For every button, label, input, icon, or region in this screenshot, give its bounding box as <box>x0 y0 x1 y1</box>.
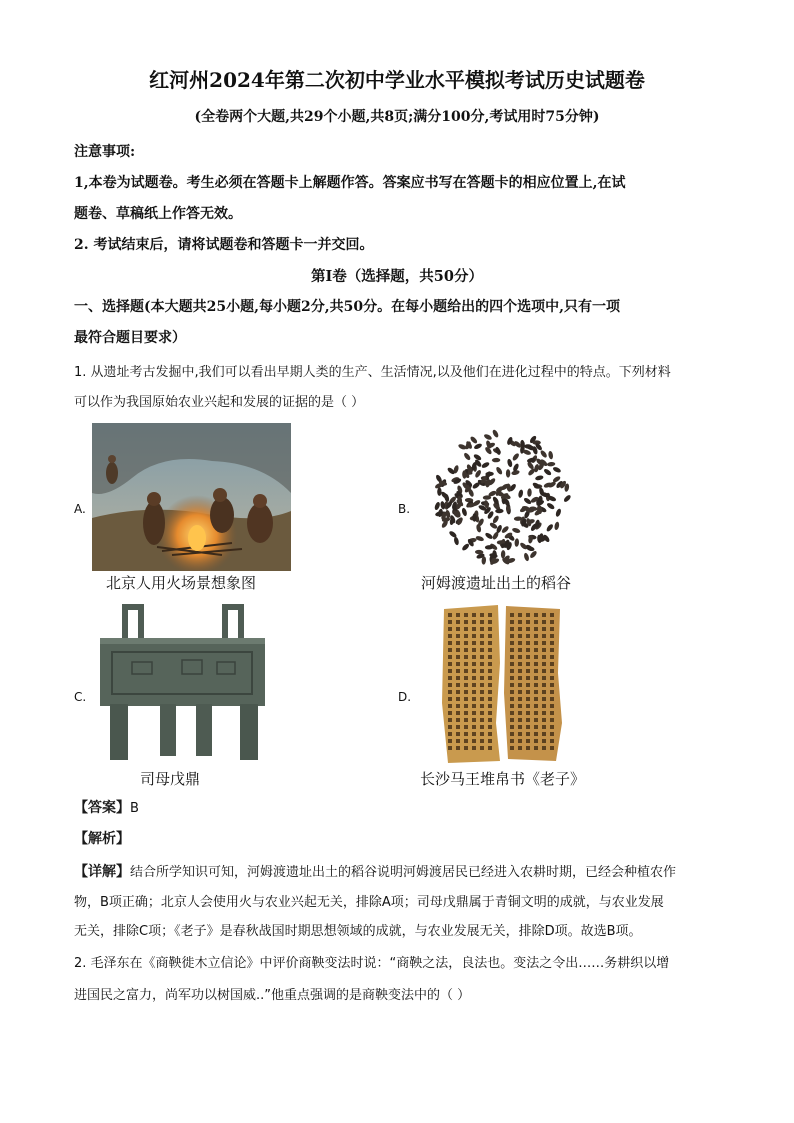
manuscript-stroke <box>464 648 468 652</box>
manuscript-stroke <box>448 627 452 631</box>
manuscript-stroke <box>456 725 460 729</box>
manuscript-stroke <box>510 648 514 652</box>
manuscript-stroke <box>488 669 492 673</box>
manuscript-stroke <box>542 711 546 715</box>
manuscript-stroke <box>542 683 546 687</box>
manuscript-stroke <box>480 725 484 729</box>
manuscript-stroke <box>472 718 476 722</box>
manuscript-stroke <box>480 634 484 638</box>
manuscript-stroke <box>526 662 530 666</box>
manuscript-stroke <box>464 641 468 645</box>
manuscript-stroke <box>534 620 538 624</box>
manuscript-stroke <box>534 613 538 617</box>
manuscript-stroke <box>550 662 554 666</box>
manuscript-stroke <box>472 634 476 638</box>
manuscript-stroke <box>526 711 530 715</box>
manuscript-stroke <box>464 620 468 624</box>
manuscript-stroke <box>518 613 522 617</box>
manuscript-stroke <box>448 739 452 743</box>
manuscript-stroke <box>472 739 476 743</box>
manuscript-stroke <box>456 739 460 743</box>
manuscript-stroke <box>542 634 546 638</box>
manuscript-stroke <box>480 746 484 750</box>
manuscript-stroke <box>534 725 538 729</box>
manuscript-stroke <box>464 725 468 729</box>
detail-text-1: 结合所学知识可知，河姆渡遗址出土的稻谷说明河姆渡居民已经进入农耕时期，已经会种植农作 <box>130 865 677 880</box>
option-b-caption: 河姆渡遗址出土的稻谷 <box>421 574 572 592</box>
manuscript-stroke <box>550 711 554 715</box>
manuscript-stroke <box>456 718 460 722</box>
manuscript-stroke <box>448 620 452 624</box>
manuscript-stroke <box>510 613 514 617</box>
manuscript-stroke <box>456 634 460 638</box>
manuscript-stroke <box>464 662 468 666</box>
manuscript-stroke <box>526 676 530 680</box>
manuscript-stroke <box>464 718 468 722</box>
manuscript-stroke <box>534 739 538 743</box>
manuscript-stroke <box>448 683 452 687</box>
manuscript-stroke <box>542 669 546 673</box>
manuscript-stroke <box>510 697 514 701</box>
manuscript-stroke <box>510 655 514 659</box>
notice-heading: 注意事项: <box>74 144 136 160</box>
manuscript-stroke <box>526 613 530 617</box>
manuscript-stroke <box>480 690 484 694</box>
manuscript-stroke <box>488 613 492 617</box>
manuscript-stroke <box>542 613 546 617</box>
manuscript-stroke <box>534 655 538 659</box>
option-d-image <box>440 603 564 765</box>
manuscript-stroke <box>480 641 484 645</box>
manuscript-stroke <box>480 620 484 624</box>
manuscript-stroke <box>518 746 522 750</box>
manuscript-stroke <box>448 613 452 617</box>
manuscript-stroke <box>542 648 546 652</box>
manuscript-stroke <box>550 697 554 701</box>
manuscript-stroke <box>542 746 546 750</box>
manuscript-stroke <box>464 732 468 736</box>
manuscript-stroke <box>456 648 460 652</box>
manuscript-stroke <box>542 739 546 743</box>
manuscript-stroke <box>472 669 476 673</box>
manuscript-stroke <box>518 697 522 701</box>
manuscript-stroke <box>464 704 468 708</box>
page-title: 红河州2024年第二次初中学业水平模拟考试历史试题卷 <box>149 68 645 92</box>
manuscript-stroke <box>448 732 452 736</box>
manuscript-stroke <box>550 704 554 708</box>
manuscript-stroke <box>448 641 452 645</box>
manuscript-stroke <box>542 676 546 680</box>
manuscript-stroke <box>488 697 492 701</box>
manuscript-stroke <box>526 683 530 687</box>
manuscript-stroke <box>472 704 476 708</box>
manuscript-stroke <box>488 676 492 680</box>
manuscript-stroke <box>534 648 538 652</box>
detail-label: 【详解】 <box>74 864 130 880</box>
option-d-caption: 长沙马王堆帛书《老子》 <box>420 770 586 788</box>
manuscript-stroke <box>518 676 522 680</box>
page-subtitle: (全卷两个大题,共29个小题,共8页;满分100分,考试用时75分钟) <box>194 109 600 125</box>
manuscript-stroke <box>456 613 460 617</box>
manuscript-stroke <box>526 704 530 708</box>
manuscript-stroke <box>518 739 522 743</box>
manuscript-stroke <box>526 697 530 701</box>
manuscript-stroke <box>534 697 538 701</box>
manuscript-stroke <box>510 676 514 680</box>
manuscript-stroke <box>456 662 460 666</box>
manuscript-stroke <box>518 725 522 729</box>
manuscript-stroke <box>534 634 538 638</box>
option-c-caption: 司母戊鼎 <box>140 770 201 788</box>
manuscript-stroke <box>526 739 530 743</box>
manuscript-stroke <box>472 746 476 750</box>
manuscript-stroke <box>518 669 522 673</box>
manuscript-stroke <box>472 662 476 666</box>
manuscript-stroke <box>488 648 492 652</box>
manuscript-stroke <box>472 627 476 631</box>
manuscript-stroke <box>448 704 452 708</box>
manuscript-stroke <box>510 732 514 736</box>
manuscript-stroke <box>464 669 468 673</box>
manuscript-stroke <box>488 746 492 750</box>
manuscript-stroke <box>510 669 514 673</box>
manuscript-stroke <box>464 683 468 687</box>
answer-label: 【答案】 <box>74 800 130 816</box>
manuscript-stroke <box>518 662 522 666</box>
option-c-image <box>92 600 272 765</box>
manuscript-stroke <box>456 732 460 736</box>
manuscript-stroke <box>534 676 538 680</box>
manuscript-stroke <box>480 732 484 736</box>
manuscript-stroke <box>550 746 554 750</box>
manuscript-stroke <box>480 739 484 743</box>
manuscript-stroke <box>550 613 554 617</box>
question-1-line-2: 可以作为我国原始农业兴起和发展的证据的是（ ） <box>74 395 365 410</box>
option-a-caption: 北京人用火场景想象图 <box>106 574 257 592</box>
manuscript-stroke <box>456 697 460 701</box>
manuscript-stroke <box>472 620 476 624</box>
manuscript-stroke <box>518 704 522 708</box>
manuscript-stroke <box>510 641 514 645</box>
manuscript-stroke <box>464 697 468 701</box>
option-b-letter: B. <box>398 502 411 516</box>
manuscript-stroke <box>526 620 530 624</box>
manuscript-stroke <box>526 669 530 673</box>
manuscript-stroke <box>472 732 476 736</box>
option-a-letter: A. <box>74 502 86 516</box>
manuscript-stroke <box>472 725 476 729</box>
manuscript-stroke <box>448 669 452 673</box>
notice-item-2: 2. 考试结束后，请将试题卷和答题卡一并交回。 <box>74 237 374 253</box>
manuscript-stroke <box>510 662 514 666</box>
manuscript-stroke <box>480 676 484 680</box>
manuscript-stroke <box>464 634 468 638</box>
manuscript-stroke <box>456 676 460 680</box>
manuscript-stroke <box>550 648 554 652</box>
detail-line-2: 物，B项正确；北京人会使用火与农业兴起无关，排除A项；司母戊鼎属于青铜文明的成就，与农业发展 <box>74 895 664 910</box>
manuscript-stroke <box>448 662 452 666</box>
manuscript-stroke <box>464 739 468 743</box>
manuscript-stroke <box>510 746 514 750</box>
manuscript-stroke <box>510 711 514 715</box>
manuscript-stroke <box>488 711 492 715</box>
manuscript-stroke <box>480 648 484 652</box>
manuscript-stroke <box>464 711 468 715</box>
analysis-label: 【解析】 <box>74 831 130 847</box>
manuscript-stroke <box>518 711 522 715</box>
manuscript-stroke <box>526 732 530 736</box>
manuscript-stroke <box>472 613 476 617</box>
manuscript-stroke <box>542 725 546 729</box>
manuscript-stroke <box>526 718 530 722</box>
manuscript-stroke <box>488 662 492 666</box>
manuscript-stroke <box>534 704 538 708</box>
manuscript-stroke <box>510 634 514 638</box>
question-2-line-2: 进国民之富力，尚军功以树国威..”他重点强调的是商鞅变法中的（ ） <box>74 988 471 1003</box>
manuscript-stroke <box>510 620 514 624</box>
manuscript-stroke <box>464 627 468 631</box>
manuscript-stroke <box>518 718 522 722</box>
manuscript-stroke <box>464 613 468 617</box>
manuscript-stroke <box>488 655 492 659</box>
manuscript-stroke <box>550 690 554 694</box>
manuscript-stroke <box>488 739 492 743</box>
manuscript-stroke <box>448 725 452 729</box>
manuscript-stroke <box>456 655 460 659</box>
manuscript-stroke <box>456 690 460 694</box>
manuscript-stroke <box>448 711 452 715</box>
question-1-line-1: 1. 从遗址考古发掘中,我们可以看出早期人类的生产、生活情况,以及他们在进化过程中的特点。下列材料 <box>74 365 671 380</box>
section-heading-line-2: 最符合题目要求） <box>74 330 186 346</box>
manuscript-stroke <box>534 746 538 750</box>
manuscript-stroke <box>456 711 460 715</box>
manuscript-stroke <box>456 627 460 631</box>
manuscript-stroke <box>472 697 476 701</box>
part-title: 第Ⅰ卷（选择题，共50分） <box>311 268 483 285</box>
manuscript-stroke <box>456 683 460 687</box>
manuscript-stroke <box>534 669 538 673</box>
manuscript-stroke <box>464 746 468 750</box>
manuscript-stroke <box>534 711 538 715</box>
manuscript-stroke <box>472 641 476 645</box>
manuscript-stroke <box>550 634 554 638</box>
manuscript-stroke <box>510 627 514 631</box>
manuscript-stroke <box>518 648 522 652</box>
manuscript-stroke <box>488 683 492 687</box>
manuscript-stroke <box>480 613 484 617</box>
manuscript-stroke <box>480 718 484 722</box>
manuscript-stroke <box>534 627 538 631</box>
manuscript-stroke <box>488 690 492 694</box>
manuscript-stroke <box>526 655 530 659</box>
manuscript-stroke <box>510 704 514 708</box>
question-2-line-1: 2. 毛泽东在《商鞅徙木立信论》中评价商鞅变法时说：“商鞅之法，良法也。变法之令出……务耕织以增 <box>74 956 670 971</box>
manuscript-stroke <box>510 725 514 729</box>
manuscript-stroke <box>488 627 492 631</box>
option-c-letter: C. <box>74 690 87 704</box>
manuscript-stroke <box>550 676 554 680</box>
manuscript-stroke <box>480 711 484 715</box>
manuscript-stroke <box>534 690 538 694</box>
manuscript-stroke <box>550 739 554 743</box>
manuscript-stroke <box>542 690 546 694</box>
manuscript-stroke <box>472 683 476 687</box>
manuscript-stroke <box>534 641 538 645</box>
manuscript-stroke <box>510 718 514 722</box>
manuscript-stroke <box>488 725 492 729</box>
answer-value: B <box>130 801 139 816</box>
manuscript-stroke <box>542 655 546 659</box>
manuscript-stroke <box>526 690 530 694</box>
manuscript-stroke <box>472 676 476 680</box>
manuscript-stroke <box>480 683 484 687</box>
option-a-image <box>92 423 291 571</box>
manuscript-stroke <box>518 655 522 659</box>
manuscript-stroke <box>472 655 476 659</box>
manuscript-stroke <box>550 725 554 729</box>
manuscript-stroke <box>518 690 522 694</box>
manuscript-stroke <box>480 697 484 701</box>
manuscript-stroke <box>518 732 522 736</box>
manuscript-stroke <box>534 732 538 736</box>
notice-item-1-line-2: 题卷、草稿纸上作答无效。 <box>74 206 242 222</box>
manuscript-stroke <box>510 739 514 743</box>
manuscript-stroke <box>448 697 452 701</box>
manuscript-stroke <box>542 627 546 631</box>
manuscript-stroke <box>480 669 484 673</box>
manuscript-stroke <box>526 725 530 729</box>
manuscript-stroke <box>480 627 484 631</box>
manuscript-stroke <box>542 718 546 722</box>
manuscript-stroke <box>472 690 476 694</box>
detail-line-3: 无关，排除C项；《老子》是春秋战国时期思想领域的成就，与农业发展无关，排除D项。故选B项。 <box>74 924 642 939</box>
manuscript-stroke <box>518 641 522 645</box>
manuscript-stroke <box>472 648 476 652</box>
notice-item-1-line-1: 1,本卷为试题卷。考生必须在答题卡上解题作答。答案应书写在答题卡的相应位置上,在试 <box>74 175 626 191</box>
manuscript-stroke <box>456 704 460 708</box>
manuscript-stroke <box>448 690 452 694</box>
manuscript-stroke <box>488 732 492 736</box>
manuscript-stroke <box>526 641 530 645</box>
manuscript-stroke <box>488 718 492 722</box>
manuscript-stroke <box>542 697 546 701</box>
manuscript-stroke <box>542 662 546 666</box>
manuscript-stroke <box>456 746 460 750</box>
manuscript-stroke <box>488 641 492 645</box>
option-d-letter: D. <box>398 690 412 704</box>
manuscript-stroke <box>550 641 554 645</box>
manuscript-stroke <box>456 620 460 624</box>
manuscript-stroke <box>550 627 554 631</box>
manuscript-stroke <box>456 669 460 673</box>
manuscript-stroke <box>542 620 546 624</box>
manuscript-stroke <box>550 620 554 624</box>
manuscript-stroke <box>464 690 468 694</box>
manuscript-stroke <box>448 718 452 722</box>
manuscript-stroke <box>464 655 468 659</box>
section-heading-line-1: 一、选择题(本大题共25小题,每小题2分,共50分。在每小题给出的四个选项中,只有一项 <box>74 299 620 315</box>
option-b-image <box>418 423 586 571</box>
manuscript-stroke <box>518 683 522 687</box>
manuscript-stroke <box>550 718 554 722</box>
manuscript-stroke <box>464 676 468 680</box>
manuscript-stroke <box>542 732 546 736</box>
manuscript-stroke <box>448 676 452 680</box>
manuscript-stroke <box>480 704 484 708</box>
manuscript-stroke <box>550 732 554 736</box>
manuscript-stroke <box>542 641 546 645</box>
manuscript-stroke <box>550 669 554 673</box>
manuscript-stroke <box>448 648 452 652</box>
rice-grain <box>506 469 510 477</box>
manuscript-stroke <box>488 634 492 638</box>
manuscript-stroke <box>550 655 554 659</box>
manuscript-stroke <box>550 683 554 687</box>
manuscript-stroke <box>510 690 514 694</box>
manuscript-stroke <box>518 627 522 631</box>
manuscript-stroke <box>526 746 530 750</box>
manuscript-stroke <box>526 648 530 652</box>
manuscript-stroke <box>448 655 452 659</box>
manuscript-stroke <box>448 634 452 638</box>
manuscript-stroke <box>488 620 492 624</box>
manuscript-stroke <box>510 683 514 687</box>
manuscript-stroke <box>526 634 530 638</box>
manuscript-stroke <box>480 662 484 666</box>
manuscript-stroke <box>448 746 452 750</box>
manuscript-stroke <box>534 683 538 687</box>
detail-line-1 <box>74 861 676 881</box>
answer-line <box>74 797 139 817</box>
manuscript-stroke <box>542 704 546 708</box>
manuscript-stroke <box>534 662 538 666</box>
manuscript-stroke <box>456 641 460 645</box>
manuscript-stroke <box>480 655 484 659</box>
manuscript-stroke <box>488 704 492 708</box>
manuscript-stroke <box>518 620 522 624</box>
manuscript-stroke <box>518 634 522 638</box>
manuscript-stroke <box>526 627 530 631</box>
manuscript-stroke <box>472 711 476 715</box>
manuscript-stroke <box>534 718 538 722</box>
